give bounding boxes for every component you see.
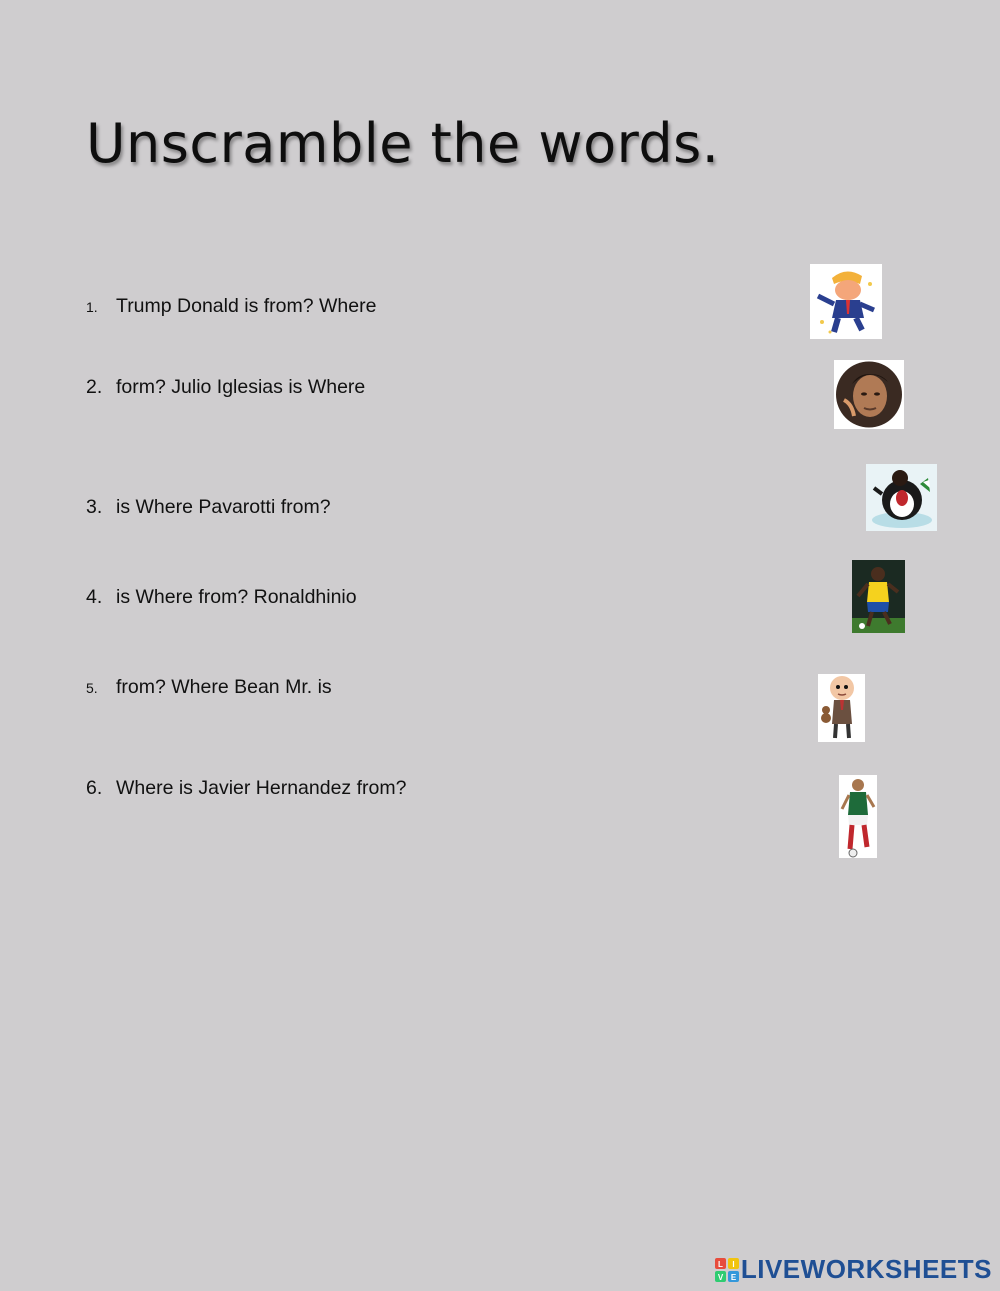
item-text: from? Where Bean Mr. is [116,676,332,698]
item-text: is Where from? Ronaldhinio [116,586,357,608]
item-number: 6. [86,777,103,799]
item-number: 3. [86,496,103,518]
item-text: form? Julio Iglesias is Where [116,376,366,398]
item-number: 4. [86,586,103,608]
ronaldinho-photo-image [852,560,905,633]
item-text: is Where Pavarotti from? [116,496,331,518]
list-item [86,777,406,800]
brand-name: LIVEWORKSHEETS [740,1254,992,1284]
item-text: Where is Javier Hernandez from? [116,777,407,799]
logo-letter: L [717,1259,723,1269]
list-item [86,676,332,699]
mr-bean-cartoon-image [818,674,865,742]
list-item [86,586,357,609]
logo-letter: E [730,1272,737,1282]
item-number: 5. [86,680,98,696]
page-title: Unscramble the words. [86,112,720,175]
item-number: 1. [86,299,98,315]
item-text: Trump Donald is from? Where [116,295,377,317]
liveworksheets-logo-icon [715,1258,739,1282]
pavarotti-cartoon-image [866,464,937,531]
list-item [86,376,365,399]
logo-letter: I [732,1259,735,1269]
list-item [86,295,376,318]
javier-hernandez-photo-image [839,775,877,858]
logo-letter: V [717,1272,724,1282]
julio-iglesias-photo-image [834,360,904,429]
item-number: 2. [86,376,103,398]
donald-trump-cartoon-image [810,264,882,339]
liveworksheets-logo [715,1254,992,1285]
list-item [86,496,331,519]
